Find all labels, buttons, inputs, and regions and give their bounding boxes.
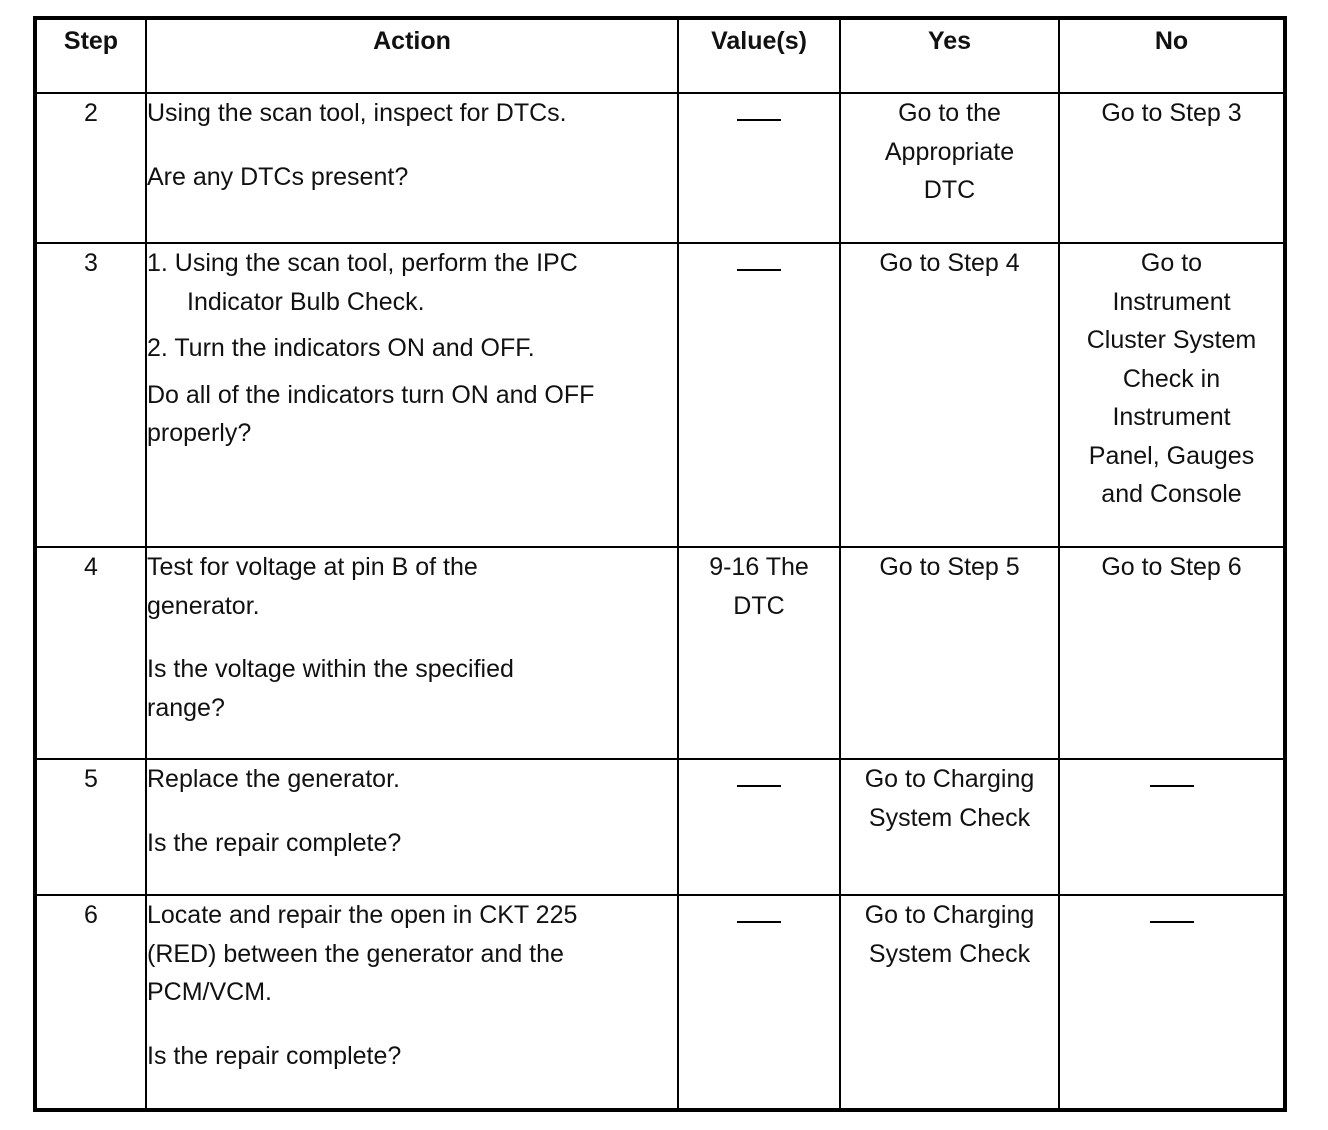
action-text: Locate and repair the open in CKT 225 bbox=[147, 901, 578, 929]
step-number: 3 bbox=[35, 243, 146, 547]
diagnostic-table bbox=[33, 16, 1287, 1112]
value-dash bbox=[737, 785, 781, 787]
header-values: Value(s) bbox=[678, 18, 840, 93]
no-cell bbox=[1059, 93, 1285, 243]
action-question: properly? bbox=[147, 419, 252, 447]
yes-text: Go to the bbox=[898, 99, 1001, 127]
no-text: Instrument bbox=[1112, 287, 1231, 316]
action-text: 1. Using the scan tool, perform the IPC bbox=[147, 249, 578, 277]
no-text: and Console bbox=[1101, 480, 1242, 508]
yes-cell bbox=[840, 93, 1059, 243]
action-text: Indicator Bulb Check. bbox=[187, 287, 425, 316]
table-row-step-2 bbox=[35, 93, 1285, 243]
header-yes: Yes bbox=[840, 18, 1059, 93]
action-cell bbox=[146, 93, 678, 243]
value-cell bbox=[678, 93, 840, 243]
no-text: Cluster System bbox=[1086, 326, 1257, 354]
yes-text: Appropriate bbox=[884, 137, 1015, 166]
step-number: 2 bbox=[35, 93, 146, 243]
action-cell bbox=[146, 759, 678, 895]
no-dash bbox=[1150, 785, 1194, 787]
no-text: Go to Step 6 bbox=[1101, 553, 1242, 581]
yes-text: Go to Step 4 bbox=[879, 249, 1020, 277]
step-number: 6 bbox=[35, 895, 146, 1110]
step-number: 5 bbox=[35, 759, 146, 895]
action-text: PCM/VCM. bbox=[147, 978, 272, 1006]
no-cell bbox=[1059, 547, 1285, 759]
value-cell bbox=[678, 895, 840, 1110]
action-text: Test for voltage at pin B of the bbox=[147, 553, 478, 581]
table-row-step-6 bbox=[35, 895, 1285, 1110]
action-text: generator. bbox=[147, 591, 260, 620]
no-dash bbox=[1150, 921, 1194, 923]
table-row-step-4 bbox=[35, 547, 1285, 759]
action-text: 2. Turn the indicators ON and OFF. bbox=[147, 334, 535, 362]
header-action: Action bbox=[146, 18, 678, 93]
action-question: Is the voltage within the specified bbox=[147, 655, 514, 683]
value-cell bbox=[678, 547, 840, 759]
action-cell bbox=[146, 547, 678, 759]
action-question: Is the repair complete? bbox=[147, 1041, 402, 1070]
yes-cell bbox=[840, 243, 1059, 547]
action-cell bbox=[146, 895, 678, 1110]
yes-cell bbox=[840, 547, 1059, 759]
no-text: Panel, Gauges bbox=[1088, 441, 1255, 470]
header-no: No bbox=[1059, 18, 1285, 93]
value-dash bbox=[737, 269, 781, 271]
action-text: (RED) between the generator and the bbox=[147, 939, 564, 968]
no-text: Check in bbox=[1122, 364, 1221, 393]
yes-text: DTC bbox=[923, 176, 976, 204]
yes-cell bbox=[840, 895, 1059, 1110]
table-row-step-5 bbox=[35, 759, 1285, 895]
yes-cell bbox=[840, 759, 1059, 895]
yes-text: Go to Step 5 bbox=[879, 553, 1020, 581]
value-dash bbox=[737, 119, 781, 121]
no-cell bbox=[1059, 243, 1285, 547]
table-row-step-3 bbox=[35, 243, 1285, 547]
no-text: Go to bbox=[1140, 249, 1203, 277]
no-text: Go to Step 3 bbox=[1101, 99, 1242, 127]
value-text: DTC bbox=[733, 591, 785, 620]
action-question: Do all of the indicators turn ON and OFF bbox=[147, 380, 595, 409]
action-question: Are any DTCs present? bbox=[147, 162, 409, 191]
value-cell bbox=[678, 759, 840, 895]
value-dash bbox=[737, 921, 781, 923]
action-question: Is the repair complete? bbox=[147, 828, 402, 857]
value-cell bbox=[678, 243, 840, 547]
header-row bbox=[35, 18, 1285, 93]
step-number: 4 bbox=[35, 547, 146, 759]
header-step: Step bbox=[35, 18, 146, 93]
action-text: Replace the generator. bbox=[147, 765, 400, 793]
value-text: 9-16 The bbox=[709, 553, 809, 581]
action-question: range? bbox=[147, 693, 225, 722]
yes-text: Go to Charging bbox=[864, 901, 1035, 929]
action-cell bbox=[146, 243, 678, 547]
no-cell bbox=[1059, 759, 1285, 895]
action-text: Using the scan tool, inspect for DTCs. bbox=[147, 99, 567, 127]
yes-text: Go to Charging bbox=[864, 765, 1035, 793]
yes-text: System Check bbox=[868, 939, 1031, 968]
no-text: Instrument bbox=[1112, 403, 1231, 431]
no-cell bbox=[1059, 895, 1285, 1110]
yes-text: System Check bbox=[868, 803, 1031, 832]
